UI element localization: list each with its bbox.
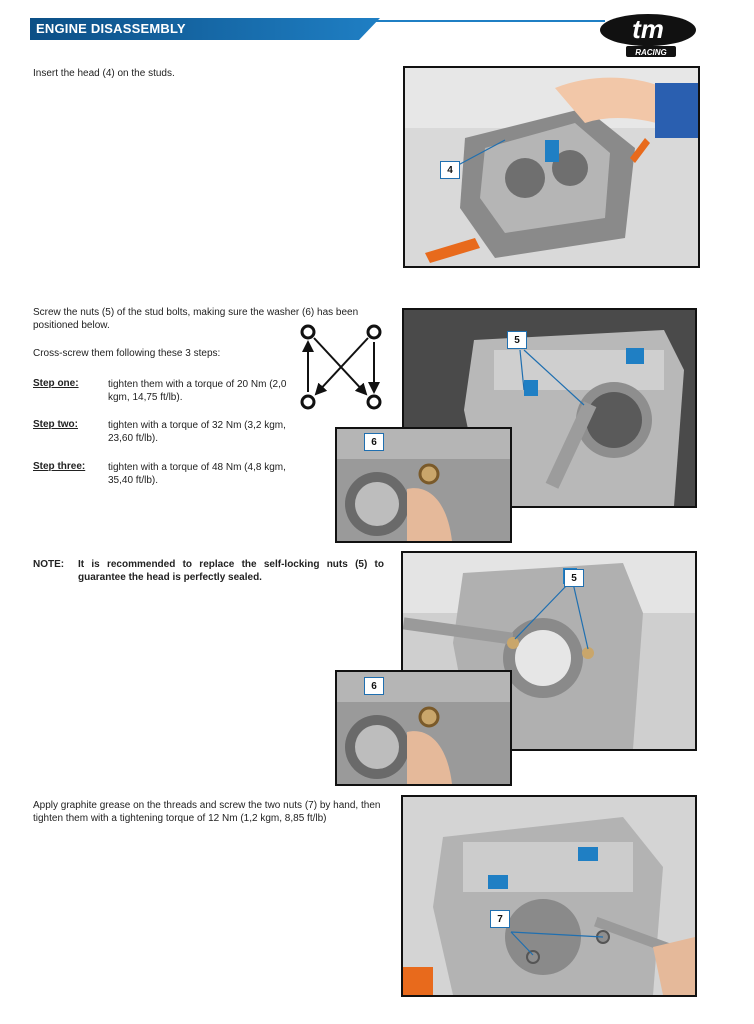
step-two-label: Step two: xyxy=(33,419,78,430)
photo-nuts-7 xyxy=(401,795,697,997)
cross-screw-text: Cross-screw them following these 3 steps: xyxy=(33,348,221,359)
callout-6-bottom: 6 xyxy=(364,677,384,695)
step-two-text: tighten with a torque of 32 Nm (3,2 kgm, 23,60 ft/lb). xyxy=(108,420,286,444)
step-three-label: Step three: xyxy=(33,461,86,472)
page-title: ENGINE DISASSEMBLY xyxy=(36,21,186,36)
step-one-label: Step one: xyxy=(33,378,79,389)
callout-5-top: 5 xyxy=(507,331,527,349)
note-text: It is recommended to replace the self-locking nuts (5) to guarantee the head is perfectly sealed. xyxy=(78,559,384,583)
tm-racing-logo xyxy=(598,8,698,60)
note-label: NOTE: xyxy=(33,559,65,570)
step-three-text: tighten with a torque of 48 Nm (4,8 kgm, 35,40 ft/lb). xyxy=(108,462,286,486)
cross-tightening-diagram xyxy=(298,322,386,412)
section1-text: Insert the head (4) on the studs. xyxy=(33,68,175,79)
header-rule xyxy=(370,20,605,22)
logo-sub-text: RACING xyxy=(635,48,667,57)
step-one-text: tighten them with a torque of 20 Nm (2,0 kgm, 14,75 ft/lb). xyxy=(108,379,287,403)
section2-text: Screw the nuts (5) of the stud bolts, making sure the washer (6) has been positioned below. xyxy=(33,307,359,331)
section4-text: Apply graphite grease on the threads and screw the two nuts (7) by hand, then tighten them with a tightening torque of 12 Nm (1,2 kgm, 8,85 ft/lb) xyxy=(33,800,381,824)
callout-4: 4 xyxy=(440,161,460,179)
callout-6-top: 6 xyxy=(364,433,384,451)
photo-washer-inset-1 xyxy=(335,427,512,543)
photo-washer-inset-2 xyxy=(335,670,512,786)
callout-7: 7 xyxy=(490,910,510,928)
callout-5-mid: 5 xyxy=(564,569,584,587)
logo-main-text: tm xyxy=(632,14,664,44)
